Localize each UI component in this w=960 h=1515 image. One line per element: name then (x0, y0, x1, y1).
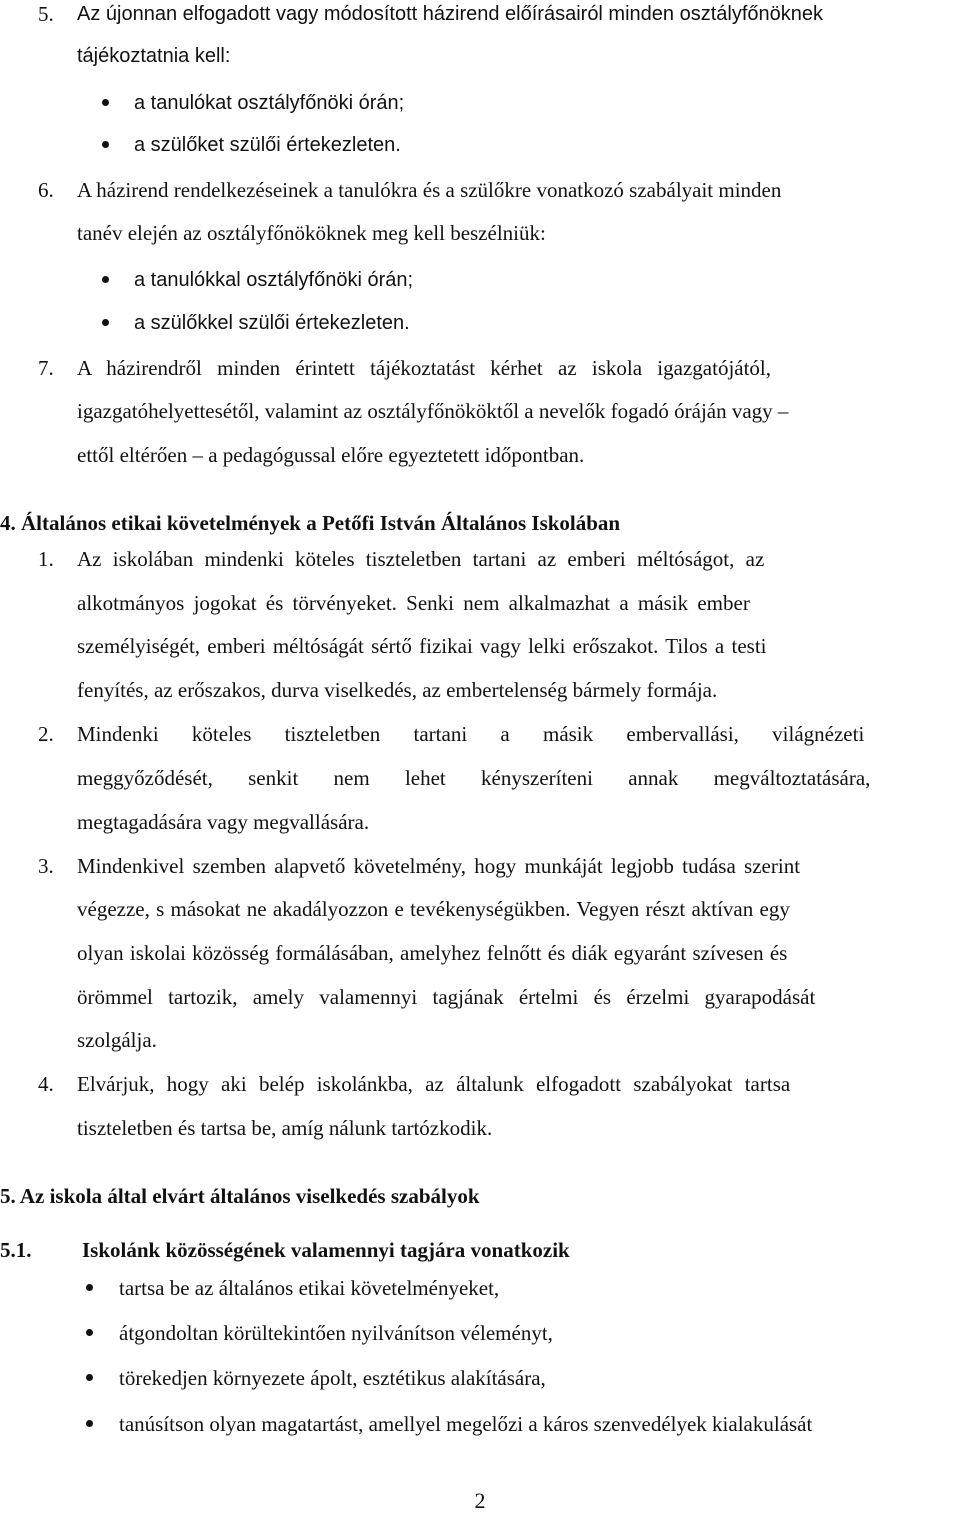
item5-text-line1: Az újonnan elfogadott vagy módosított házirend előírásairól minden osztályfőnöknek (77, 3, 824, 25)
section5-subsection-number: 5.1. (0, 1238, 32, 1262)
s4-item4-line1: Elvárjuk, hogy aki belép iskolánkba, az általunk elfogadott szabályokat tartsa (77, 1072, 791, 1096)
s4-item2-number: 2. (38, 722, 54, 746)
item6-text-line1: A házirend rendelkezéseinek a tanulókra és a szülőkre vonatkozó szabályait minden (77, 178, 782, 202)
s4-item4-line2: tiszteletben és tartsa be, amíg nálunk tartózkodik. (77, 1116, 493, 1140)
item6-text-line2: tanév elején az osztályfőnököknek meg kell beszélniük: (77, 221, 546, 245)
s4-item3-line1: Mindenkivel szemben alapvető követelmény, hogy munkáját legjobb tudása szerint (77, 854, 801, 878)
item7-text-line2: igazgatóhelyettesétől, valamint az osztályfőnököktől a nevelők fogadó óráján vagy – (77, 399, 789, 423)
s5-bullet-4: tanúsítson olyan magatartást, amellyel megelőzi a káros szenvedélyek kialakulását (119, 1412, 813, 1436)
item5-bullet-2: a szülőket szülői értekezleten. (134, 134, 401, 156)
bullet-icon (86, 1284, 93, 1291)
item6-number: 6. (38, 178, 54, 202)
s4-item2-line3: megtagadására vagy megvallására. (77, 810, 370, 834)
item6-bullet-1: a tanulókkal osztályfőnöki órán; (134, 269, 414, 291)
s4-item3-number: 3. (38, 854, 54, 878)
s4-item3-line3: olyan iskolai közösség formálásában, amelyhez felnőtt és diák egyaránt szívesen és (77, 941, 788, 965)
bullet-icon (102, 141, 109, 148)
s5-bullet-2: átgondoltan körültekintően nyilvánítson véleményt, (119, 1321, 553, 1345)
bullet-icon (102, 319, 109, 326)
section4-heading: 4. Általános etikai követelmények a Petőfi István Általános Iskolában (0, 511, 621, 535)
s4-item1-line1: Az iskolában mindenki köteles tiszteletben tartani az emberi méltóságot, az (77, 547, 765, 571)
s4-item2-line2: meggyőződését, senkit nem lehet kényszeríteni annak megváltoztatására, (77, 766, 871, 790)
s4-item1-number: 1. (38, 547, 54, 571)
item5-bullet-1: a tanulókat osztályfőnöki órán; (134, 92, 405, 114)
bullet-icon (86, 1420, 93, 1427)
s4-item1-line2: alkotmányos jogokat és törvényeket. Senki nem alkalmazhat a másik ember (77, 591, 750, 615)
item5-text-line2: tájékoztatnia kell: (77, 45, 231, 67)
item6-bullet-2: a szülőkkel szülői értekezleten. (134, 312, 410, 334)
bullet-icon (102, 99, 109, 106)
bullet-icon (102, 276, 109, 283)
s5-bullet-3: törekedjen környezete ápolt, esztétikus alakítására, (119, 1366, 546, 1390)
item7-number: 7. (38, 356, 54, 380)
s4-item3-line5: szolgálja. (77, 1028, 157, 1052)
s4-item2-line1: Mindenki köteles tiszteletben tartani a másik embervallási, világnézeti (77, 722, 865, 746)
item7-text-line1: A házirendről minden érintett tájékoztatást kérhet az iskola igazgatójától, (77, 356, 772, 380)
item5-number: 5. (38, 2, 54, 26)
s4-item3-line4: örömmel tartozik, amely valamennyi tagjának értelmi és érzelmi gyarapodását (77, 985, 816, 1009)
page-number: 2 (474, 1488, 486, 1513)
section5-heading: 5. Az iskola által elvárt általános viselkedés szabályok (0, 1184, 480, 1208)
s4-item1-line4: fenyítés, az erőszakos, durva viselkedés, az embertelenség bármely formája. (77, 678, 718, 702)
section5-subsection-heading: Iskolánk közösségének valamennyi tagjára vonatkozik (82, 1238, 570, 1262)
bullet-icon (86, 1374, 93, 1381)
s5-bullet-1: tartsa be az általános etikai követelményeket, (119, 1276, 500, 1300)
item7-text-line3: ettől eltérően – a pedagógussal előre egyeztetett időpontban. (77, 443, 585, 467)
s4-item4-number: 4. (38, 1072, 54, 1096)
bullet-icon (86, 1329, 93, 1336)
s4-item1-line3: személyiségét, emberi méltóságát sértő fizikai vagy lelki erőszakot. Tilos a testi (77, 634, 767, 658)
s4-item3-line2: végezze, s másokat ne akadályozzon e tevékenységükben. Vegyen részt aktívan egy (77, 897, 790, 921)
